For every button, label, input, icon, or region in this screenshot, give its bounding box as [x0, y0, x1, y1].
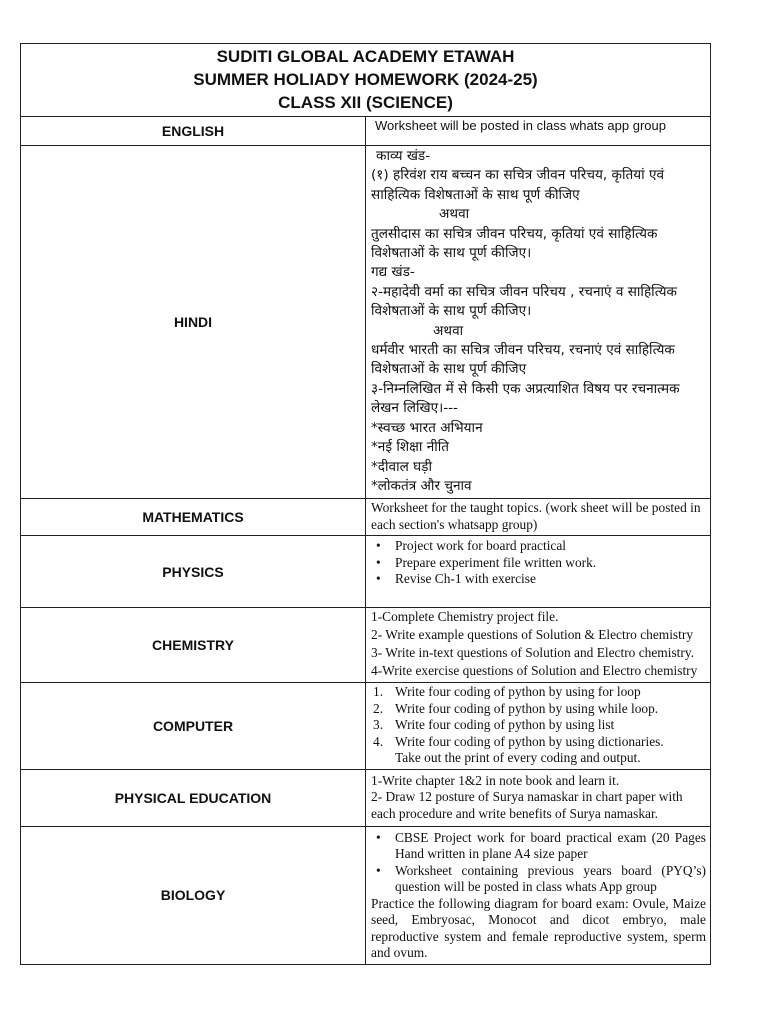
chemistry-content [366, 608, 711, 683]
hindi-line: धर्मवीर भारती का सचित्र जीवन परिचय, रचनाएं एवं साहित्यिक विशेषताओं के साथ पूर्ण कीजिए [371, 342, 675, 378]
computer-list [371, 684, 706, 750]
chemistry-line: 3- Write in-text questions of Solution and Electro chemistry. [371, 645, 695, 661]
english-text: Worksheet will be posted in class whats app group [366, 117, 711, 146]
biology-content [366, 826, 711, 964]
title-block [21, 44, 711, 117]
biology-row [21, 826, 711, 964]
subject-physical-education: PHYSICAL EDUCATION [21, 769, 366, 826]
chemistry-line: 4-Write exercise questions of Solution and Electro chemistry [371, 663, 698, 679]
list-item: • CBSE Project work for board practical exam (20 Pages Hand written in plane A4 size paper [395, 830, 706, 863]
physical-education-row [21, 769, 711, 826]
subject-mathematics: MATHEMATICS [21, 499, 366, 536]
hindi-line: *नई शिक्षा नीति [371, 439, 450, 456]
school-name: SUDITI GLOBAL ACADEMY ETAWAH [216, 47, 515, 66]
item-number: 2. [373, 700, 384, 716]
hindi-line: अथवा [433, 322, 464, 339]
header-row [21, 44, 711, 117]
subject-computer: COMPUTER [21, 683, 366, 770]
hindi-line: तुलसीदास का सचित्र जीवन परिचय, कृतियां एवं साहित्यिक विशेषताओं के साथ पूर्ण कीजिए। [371, 225, 658, 262]
hindi-row [21, 146, 711, 499]
computer-row [21, 683, 711, 770]
item-text: Write four coding of python by using dictionaries. [395, 733, 664, 749]
hindi-line: काव्य खंड- [376, 148, 431, 164]
item-text: Write four coding of python by using for loop [395, 684, 641, 700]
pe-line: 1-Write chapter 1&2 in note book and learn it. [371, 772, 620, 788]
subject-english: ENGLISH [21, 117, 366, 146]
english-row [21, 117, 711, 146]
hindi-line: अथवा [439, 206, 470, 223]
chemistry-line: 2- Write example questions of Solution & Electro chemistry [371, 627, 694, 643]
hindi-line: (१) हरिवंश राय बच्चन का सचित्र जीवन परिचय, कृतियां एवं साहित्यिक विशेषताओं के साथ पूर्ण कीजिए [371, 167, 665, 203]
subject-hindi: HINDI [21, 146, 366, 499]
computer-note: Take out the print of every coding and output. [395, 750, 641, 766]
list-item: • Worksheet containing previous years board (PYQ’s) question will be posted in class whats App group [395, 863, 706, 896]
physics-list [371, 538, 706, 588]
hindi-content [366, 146, 711, 499]
list-item [373, 700, 706, 718]
item-text: Write four coding of python by using while loop. [395, 700, 659, 716]
item-number: 1. [373, 684, 384, 700]
list-item: • Project work for board practical [395, 538, 706, 555]
biology-text: Practice the following diagram for board exam: Ovule, Maize seed, Embryosac, Monocot and dicot embryo, male reproductive system and female reproductive system, sperm and ovum. [371, 895, 706, 961]
list-item: • Revise Ch-1 with exercise [395, 571, 706, 588]
hindi-line: *दीवाल घड़ी [371, 458, 432, 475]
physics-content [366, 536, 711, 608]
list-item [373, 733, 706, 751]
list-item: • Prepare experiment file written work. [395, 555, 706, 572]
homework-table [20, 43, 711, 965]
hindi-line: ३-निम्नलिखित में से किसी एक अप्रत्याशित विषय पर रचनात्मक लेखन लिखिए।--- [371, 380, 680, 417]
subject-chemistry: CHEMISTRY [21, 608, 366, 683]
chemistry-row [21, 608, 711, 683]
mathematics-text: Worksheet for the taught topics. (work sheet will be posted in each section's whatsapp group) [366, 499, 711, 536]
mathematics-row [21, 499, 711, 536]
hindi-line: २-महादेवी वर्मा का सचित्र जीवन परिचय , रचनाएं व साहित्यिक विशेषताओं के साथ पूर्ण कीजिए। [371, 283, 677, 320]
homework-title: SUMMER HOLIADY HOMEWORK (2024-25) [193, 70, 538, 89]
item-text: Write four coding of python by using list [395, 717, 615, 733]
hindi-line: *लोकतंत्र और चुनाव [371, 477, 472, 494]
list-item [373, 717, 706, 734]
item-number: 4. [373, 733, 384, 749]
computer-content [366, 683, 711, 770]
hindi-line: *स्वच्छ भारत अभियान [371, 419, 483, 436]
pe-line: 2- Draw 12 posture of Surya namaskar in chart paper with each procedure and write benefits of Surya namaskar. [371, 789, 683, 821]
biology-list [371, 830, 706, 896]
chemistry-line: 1-Complete Chemistry project file. [371, 609, 559, 625]
hindi-line: गद्य खंड- [371, 264, 415, 281]
item-number: 3. [373, 717, 384, 733]
subject-physics: PHYSICS [21, 536, 366, 608]
class-title: CLASS XII (SCIENCE) [278, 93, 453, 112]
list-item [373, 684, 706, 701]
physics-row [21, 536, 711, 608]
subject-biology: BIOLOGY [21, 826, 366, 964]
physical-education-content [366, 769, 711, 826]
